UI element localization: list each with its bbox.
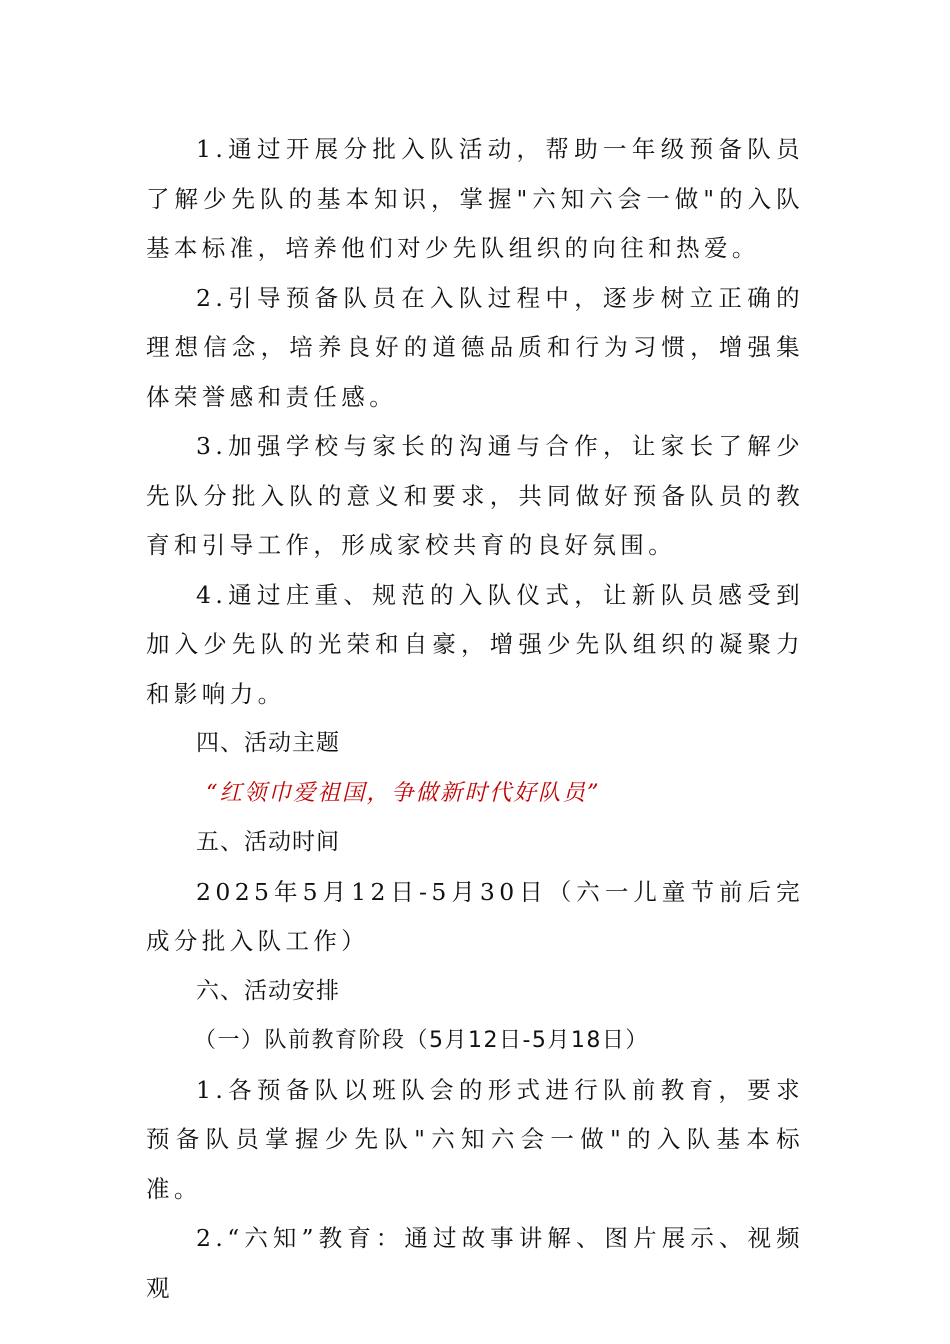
activity-theme: “红领巾爱祖国，争做新时代好队员” [206,779,601,806]
goal-paragraph-1: 1.通过开展分批入队活动，帮助一年级预备队员了解少先队的基本知识，掌握"六知六会一做"的入队基本标准，培养他们对少先队组织的向往和热爱。 [146,135,804,262]
section-5-heading: 五、活动时间 [196,829,340,855]
section-4-heading: 四、活动主题 [196,730,340,756]
section-6-heading: 六、活动安排 [196,977,340,1004]
pre-education-stage-heading: （一）队前教育阶段（5月12日-5月18日） [194,1028,649,1053]
goal-paragraph-3: 3.加强学校与家长的沟通与合作，让家长了解少先队分批入队的意义和要求，共同做好预备队员的教育和引导工作，形成家校共育的良好氛围。 [146,432,804,559]
goal-paragraph-2: 2.引导预备队员在入队过程中，逐步树立正确的理想信念，培养良好的道德品质和行为习惯，增强集体荣誉感和责任感。 [146,283,804,411]
arrangement-item-2: 2.“六知”教育：通过故事讲解、图片展示、视频观 [146,1224,804,1302]
document-body [146,125,804,1313]
arrangement-item-1: 1.各预备队以班队会的形式进行队前教育，要求预备队员掌握少先队"六知六会一做"的入队基本标准。 [146,1075,804,1203]
activity-time-text: 2025年5月12日-5月30日（六一儿童节前后完成分批入队工作） [146,877,804,955]
goal-paragraph-4: 4.通过庄重、规范的入队仪式，让新队员感受到加入少先队的光荣和自豪，增强少先队组织的凝聚力和影响力。 [146,580,804,708]
